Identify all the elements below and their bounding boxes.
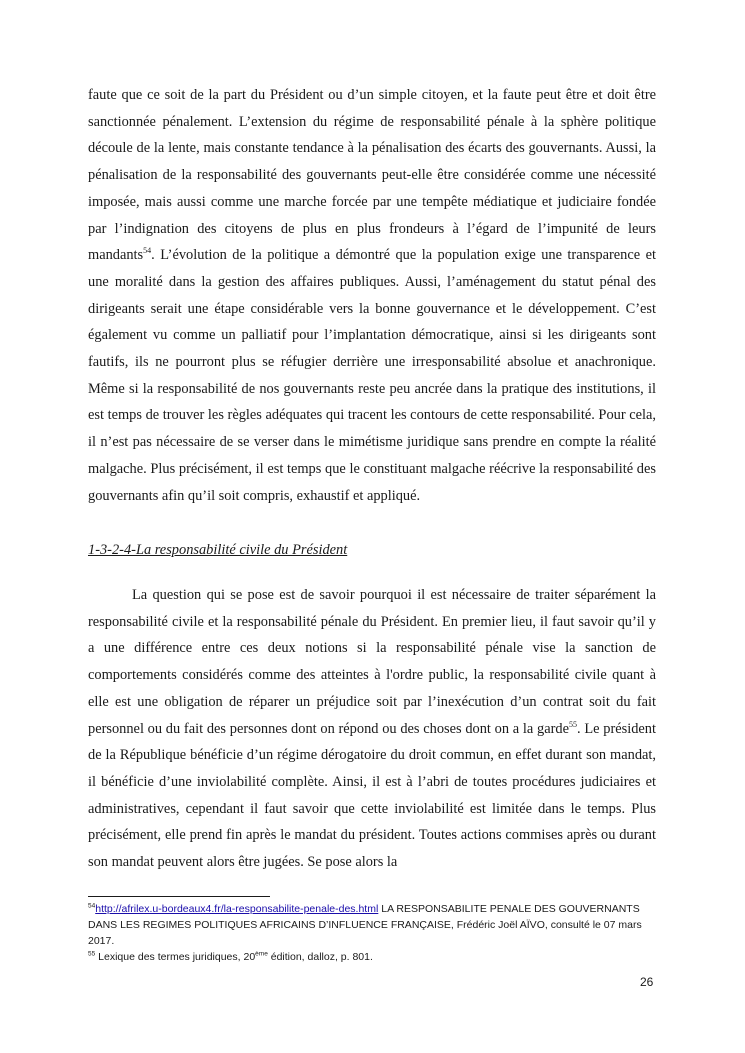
footnote-link[interactable]: http://afrilex.u-bordeaux4.fr/la-responsabilite-penale-des.html: [95, 903, 379, 915]
footnotes: [88, 901, 663, 965]
footnote-number: 55: [88, 950, 96, 958]
ordinal-suffix: ème: [255, 950, 268, 958]
footnote-ref-54[interactable]: 54: [143, 246, 152, 256]
footnote-55: [88, 949, 663, 965]
footnote-text: LA RESPONSABILITE PENALE DES GOUVERNANTS DANS LES REGIMES POLITIQUES AFRICAINS D’INFLUENCE FRANÇAISE, Frédéric Joël AÏVO, consulté le 07 mars 2017.: [88, 903, 642, 947]
section-heading: 1-3-2-4-La responsabilité civile du Président: [88, 542, 348, 558]
footnote-separator: [88, 896, 270, 897]
footnote-number: 54: [88, 902, 96, 910]
paragraph-text: faute que ce soit de la part du Président ou d’un simple citoyen, et la faute peut être et doit être sanctionnée pénalement. L’extension du régime de responsabilité pénale à la sphère politique découle de la lente, mais constante tendance à la pénalisation des écarts des gouvernants. Aussi, la pénalisation de la responsabilité des gouvernants peut-elle être considérée comme une nécessité imposée, mais aussi comme une marche forcée par une tempête médiatique et judiciaire fondée par l’indignation des citoyens de plus en plus frondeurs à l’égard de l’impunité de leurs mandants: [88, 87, 656, 264]
footnote-text-continued: édition, dalloz, p. 801.: [267, 951, 373, 963]
body-paragraph-1: [88, 82, 656, 509]
footnote-ref-55[interactable]: 55: [569, 719, 577, 729]
body-paragraph-2: [88, 582, 656, 876]
footnote-text: Lexique des termes juridiques, 20: [95, 951, 256, 963]
page-number: 26: [640, 975, 654, 989]
footnote-54: [88, 901, 663, 949]
paragraph-text-continued: . L’évolution de la politique a démontré que la population exige une transparence et une moralité dans la gestion des affaires publiques. Aussi, l’aménagement du statut pénal des dirigeants serait une étape considérable vers la bonne gouvernance et le développement. C’est également vu comme un palliatif pour l’implantation démocratique, ainsi si les dirigeants sont fautifs, ils ne pourront plus se réfugier derrière une irresponsabilité absolue et anachronique. Même si la responsabilité de nos gouvernants reste peu ancrée dans la pratique des institutions, il est temps de trouver les règles adéquates qui tracent les contours de cette responsabilité. Pour cela, il n’est pas nécessaire de se verser dans le mimétisme juridique sans prendre en compte la réalité malgache. Plus précisément, il est temps que le constituant malgache réécrive la responsabilité des gouvernants afin qu’il soit compris, exhaustif et appliqué.: [88, 247, 656, 504]
paragraph-text: La question qui se pose est de savoir pourquoi il est nécessaire de traiter séparément la responsabilité civile et la responsabilité pénale du Président. En premier lieu, il faut savoir qu’il y a une différence entre ces deux notions si la responsabilité pénale vise la sanction de comportements considérés comme des atteintes à l'ordre public, la responsabilité civile quant à elle est une obligation de réparer un préjudice soit par l’inexécution d’un contrat soit du fait personnel ou du fait des personnes dont on répond ou des choses dont on a la garde: [88, 587, 656, 737]
paragraph-text-continued: . Le président de la République bénéficie d’un régime dérogatoire du droit commun, en effet durant son mandat, il bénéficie d’une inviolabilité complète. Ainsi, il est à l’abri de toutes procédures judiciaires et administratives, cependant il faut savoir que cette inviolabilité est limitée dans le temps. Plus précisément, elle prend fin après le mandat du président. Toutes actions commises après ou durant son mandat peuvent alors être jugées. Se pose alors la: [88, 720, 656, 871]
